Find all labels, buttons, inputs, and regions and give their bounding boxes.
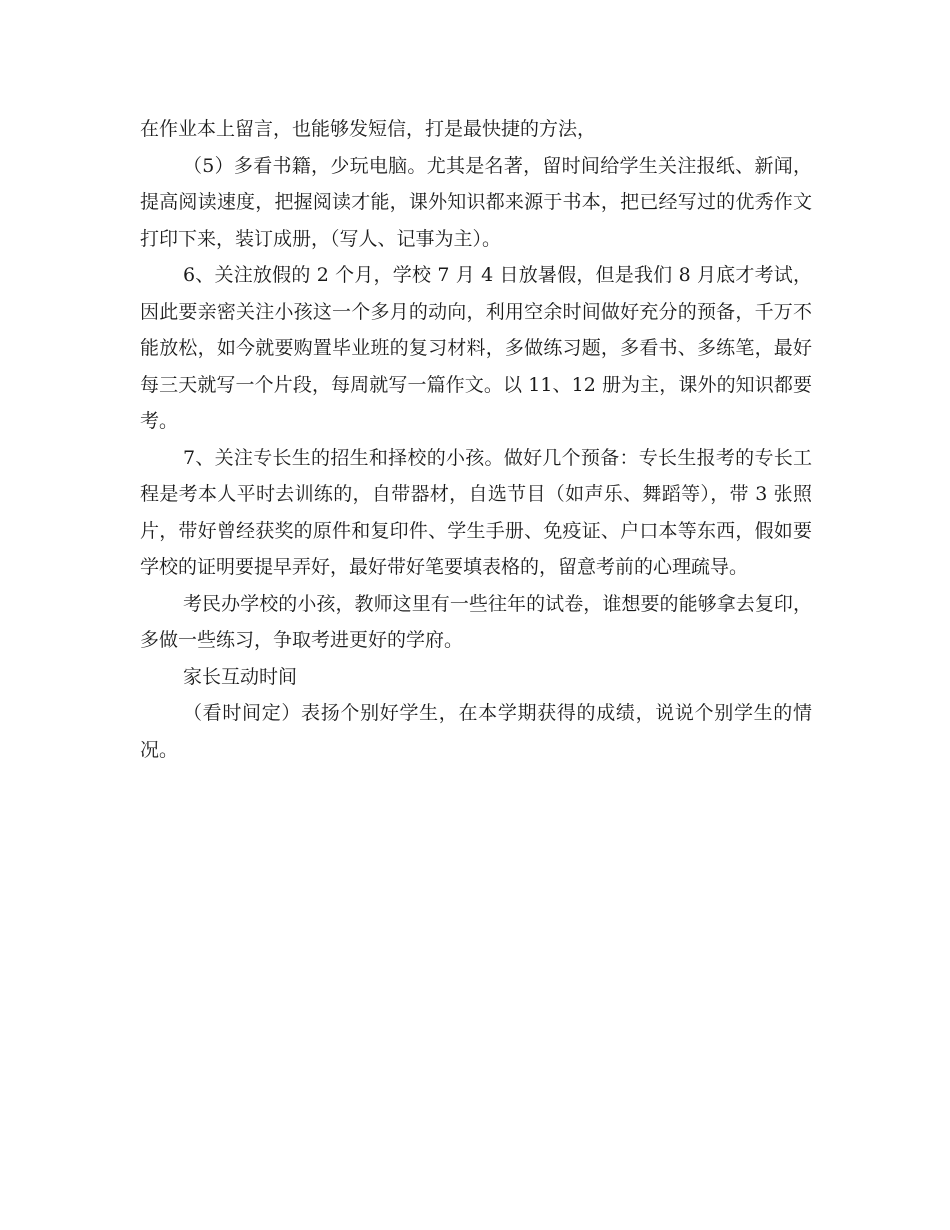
paragraph-specialty-students: 7、关注专长生的招生和择校的小孩。做好几个预备：专长生报考的专长工程是考本人平时去训练的，自带器材，自选节目（如声乐、舞蹈等），带 3 张照片，带好曾经获奖的原件和复印件、学生手册、免疫证、户口本等东西，假如要学校的证明要提早弄好，最好带好笔要填表格的，留意考前的心理疏导。 (140, 446, 812, 578)
document-body (140, 111, 812, 768)
paragraph-private-schools: 考民办学校的小孩，教师这里有一些往年的试卷，谁想要的能够拿去复印，多做一些练习，争取考进更好的学府。 (140, 592, 812, 651)
paragraph-continuation: 在作业本上留言，也能够发短信，打是最快捷的方法， (140, 118, 597, 140)
paragraph-praise-students: （看时间定）表扬个别好学生，在本学期获得的成绩，说说个别学生的情况。 (140, 702, 812, 761)
paragraph-reading-advice: （5）多看书籍，少玩电脑。尤其是名著，留时间给学生关注报纸、新闻，提高阅读速度，把握阅读才能，课外知识都来源于书本，把已经写过的优秀作文打印下来，装订成册，（写人、记事为主）。 (140, 154, 812, 250)
section-heading-parent-interaction: 家长互动时间 (183, 665, 298, 688)
paragraph-summer-break: 6、关注放假的 2 个月，学校 7 月 4 日放暑假，但是我们 8 月底才考试，因此要亲密关注小孩这一个多月的动向，利用空余时间做好充分的预备，千万不能放松，如今就要购置毕业班的复习材料，多做练习题，多看书、多练笔，最好每三天就写一个片段，每周就写一篇作文。以 11、12 册为主，课外的知识都要考。 (140, 264, 812, 432)
